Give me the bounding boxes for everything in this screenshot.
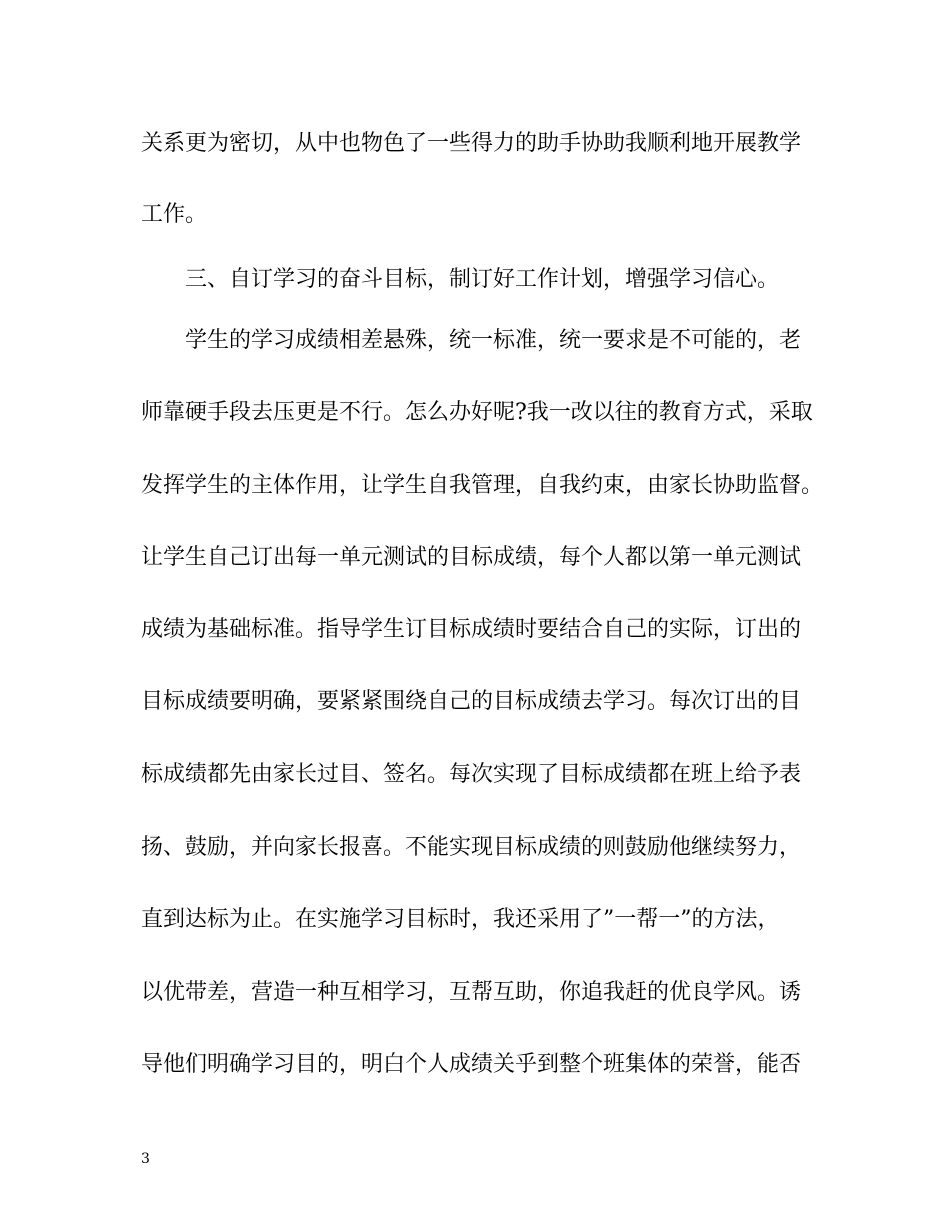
text-line: 成绩为基础标准。指导学生订目标成绩时要结合自己的实际，订出的	[141, 617, 802, 642]
text-line: 关系更为密切，从中也物色了一些得力的助手协助我顺利地开展教学	[141, 131, 802, 156]
text-line: 目标成绩要明确，要紧紧围绕自己的目标成绩去学习。每次订出的目	[141, 689, 802, 714]
text-line: 学生的学习成绩相差悬殊，统一标准，统一要求是不可能的，老	[185, 328, 802, 353]
text-line: 直到达标为止。在实施学习目标时，我还采用了”一帮一”的方法，	[141, 907, 780, 932]
text-line: 让学生自己订出每一单元测试的目标成绩，每个人都以第一单元测试	[141, 545, 802, 570]
text-line: 以优带差，营造一种互相学习，互帮互助，你追我赶的优良学风。诱	[141, 980, 802, 1005]
text-line: 导他们明确学习目的，明白个人成绩关乎到整个班集体的荣誉，能否	[141, 1052, 802, 1077]
text-line: 师靠硬手段去压更是不行。怎么办好呢?我一改以往的教育方式，采取	[141, 400, 813, 425]
text-line: 标成绩都先由家长过目、签名。每次实现了目标成绩都在班上给予表	[141, 762, 802, 787]
page-number: 3	[141, 1151, 150, 1167]
text-line: 扬、鼓励，并向家长报喜。不能实现目标成绩的则鼓励他继续努力，	[141, 835, 802, 860]
text-line: 工作。	[141, 202, 208, 227]
section-heading: 三、自订学习的奋斗目标，制订好工作计划，增强学习信心。	[185, 267, 780, 292]
text-line: 发挥学生的主体作用，让学生自我管理，自我约束，由家长协助监督。	[141, 473, 824, 498]
